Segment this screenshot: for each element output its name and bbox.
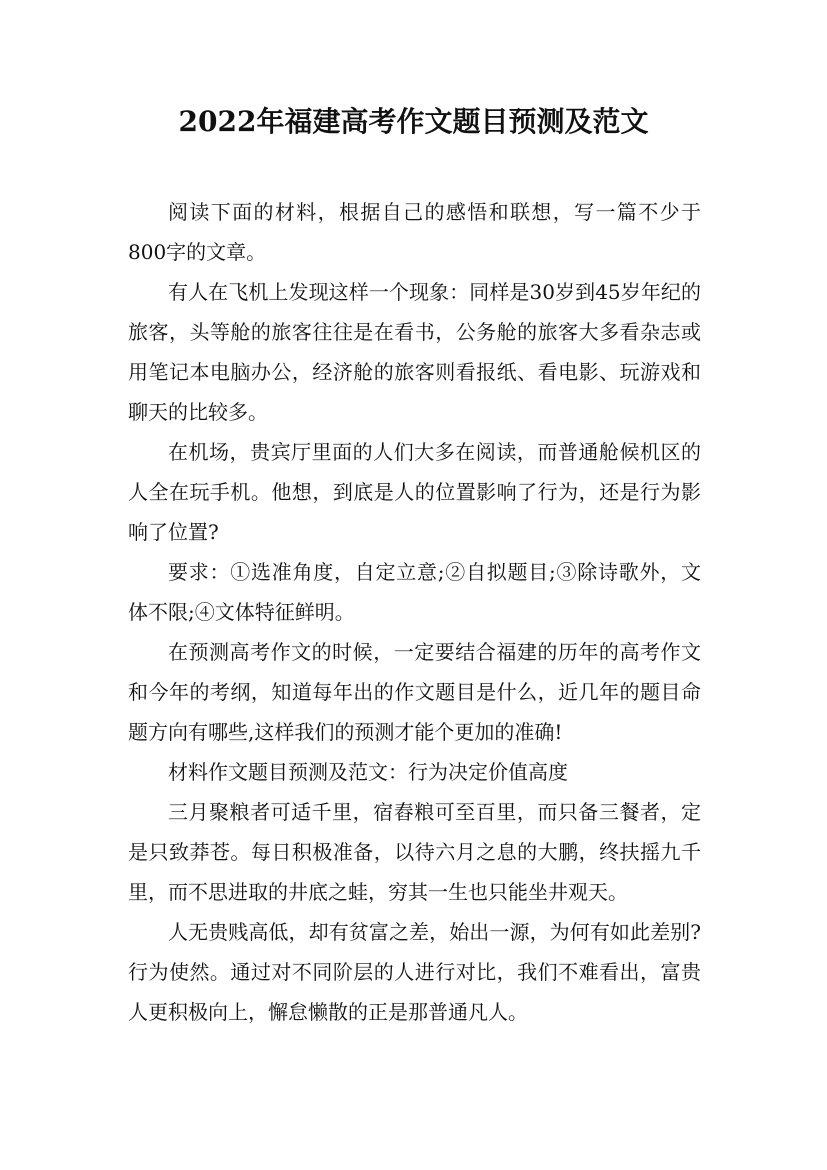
paragraph-essay-1: 三月聚粮者可适千里，宿舂粮可至百里，而只备三餐者，定是只致莽苍。每日积极准备，以待六月之息的大鹏，终扶摇九千里，而不思进取的井底之蛙，穷其一生也只能坐井观天。 <box>128 800 701 904</box>
paragraph-essay-2: 人无贵贱高低，却有贫富之差，始出一源，为何有如此差别?行为使然。通过对不同阶层的人进行对比，我们不难看出，富贵人更积极向上，懈怠懒散的正是那普通凡人。 <box>128 920 701 1024</box>
document-title: 2022年福建高考作文题目预测及范文 <box>178 105 649 138</box>
paragraph-requirements: 要求：①选准角度，自定立意;②自拟题目;③除诗歌外，文体不限;④文体特征鲜明。 <box>128 560 701 624</box>
paragraph-airport-observation: 在机场，贵宾厅里面的人们大多在阅读，而普通舱候机区的人全在玩手机。他想，到底是人的位置影响了行为，还是行为影响了位置? <box>128 440 701 544</box>
paragraph-essay-heading: 材料作文题目预测及范文：行为决定价值高度 <box>168 760 568 784</box>
paragraph-prediction-note: 在预测高考作文的时候，一定要结合福建的历年的高考作文和今年的考纲，知道每年出的作文题目是什么，近几年的题目命题方向有哪些,这样我们的预测才能个更加的准确! <box>128 640 701 744</box>
paragraph-airplane-observation: 有人在飞机上发现这样一个现象：同样是30岁到45岁年纪的旅客，头等舱的旅客往往是在看书，公务舱的旅客大多看杂志或用笔记本电脑办公，经济舱的旅客则看报纸、看电影、玩游戏和聊天的比较多。 <box>128 280 701 424</box>
document-body <box>128 192 701 1032</box>
paragraph-prompt: 阅读下面的材料，根据自己的感悟和联想，写一篇不少于800字的文章。 <box>128 200 701 264</box>
